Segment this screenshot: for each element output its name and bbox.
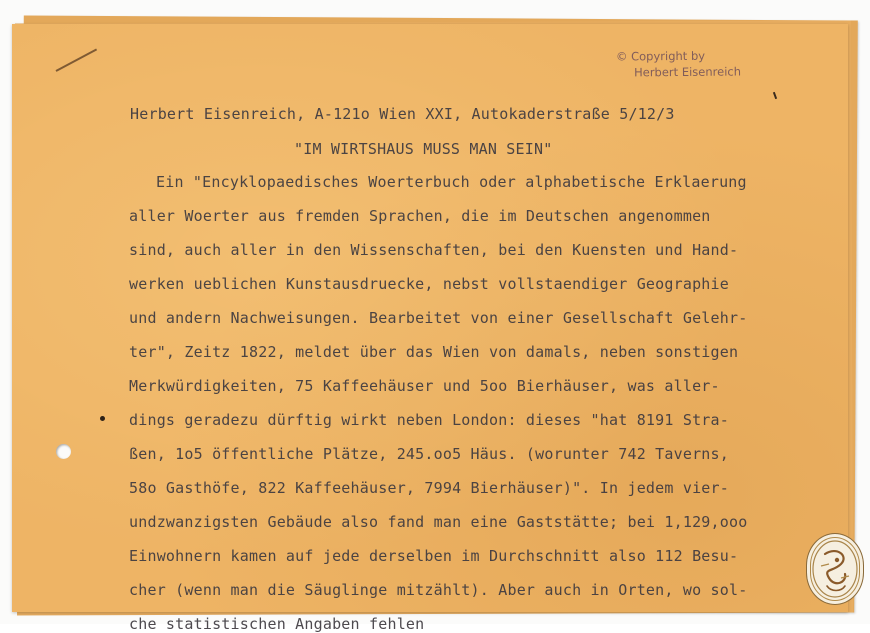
text-line: undzwanzigsten Gebäude also fand man eine Gaststätte; bei 1,129,ooo [129, 513, 748, 531]
text-line: und andern Nachweisungen. Bearbeitet von einer Gesellschaft Gelehr- [129, 309, 748, 327]
document-title: "IM WIRTSHAUS MUSS MAN SEIN" [294, 140, 553, 158]
dealer-seal-sticker [806, 533, 864, 605]
text-line: werken ueblichen Kunstausdruecke, nebst vollstaendiger Geographie [129, 275, 729, 293]
author-address-header: Herbert Eisenreich, A-121o Wien XXI, Autokaderstraße 5/12/3 [130, 105, 675, 123]
text-line: dings geradezu dürftig wirkt neben London: dieses "hat 8191 Stra- [129, 411, 729, 429]
text-line: 58o Gasthöfe, 822 Kaffeehäuser, 7994 Bierhäuser)". In jedem vier- [129, 479, 729, 497]
stamp-name-line: Herbert Eisenreich [634, 64, 742, 80]
seal-emblem-icon [807, 534, 863, 604]
text-line-cut-off: che statistischen Angaben fehlen [129, 615, 425, 633]
text-line: sind, auch aller in den Wissenschaften, bei den Kuensten und Hand- [129, 241, 739, 259]
text-line: ter", Zeitz 1822, meldet über das Wien von damals, neben sonstigen [129, 343, 739, 361]
text-line: aller Woerter aus fremden Sprachen, die im Deutschen angenommen [129, 207, 711, 225]
typewritten-text [12, 24, 848, 633]
text-line: Ein "Encyklopaedisches Woerterbuch oder alphabetische Erklaerung [156, 173, 747, 191]
text-line: ßen, 1o5 öffentliche Plätze, 245.oo5 Häus. (worunter 742 Taverns, [129, 445, 729, 463]
typed-page [12, 24, 848, 633]
text-line: Merkwürdigkeiten, 75 Kaffeehäuser und 5oo Bierhäuser, was aller- [129, 377, 720, 395]
stamp-copyright-line: © Copyright by [615, 48, 706, 64]
text-line: cher (wenn man die Säuglinge mitzählt). Aber auch in Orten, wo sol- [129, 581, 748, 599]
text-line: Einwohnern kamen auf jede derselben im Durchschnitt also 112 Besu- [129, 547, 739, 565]
